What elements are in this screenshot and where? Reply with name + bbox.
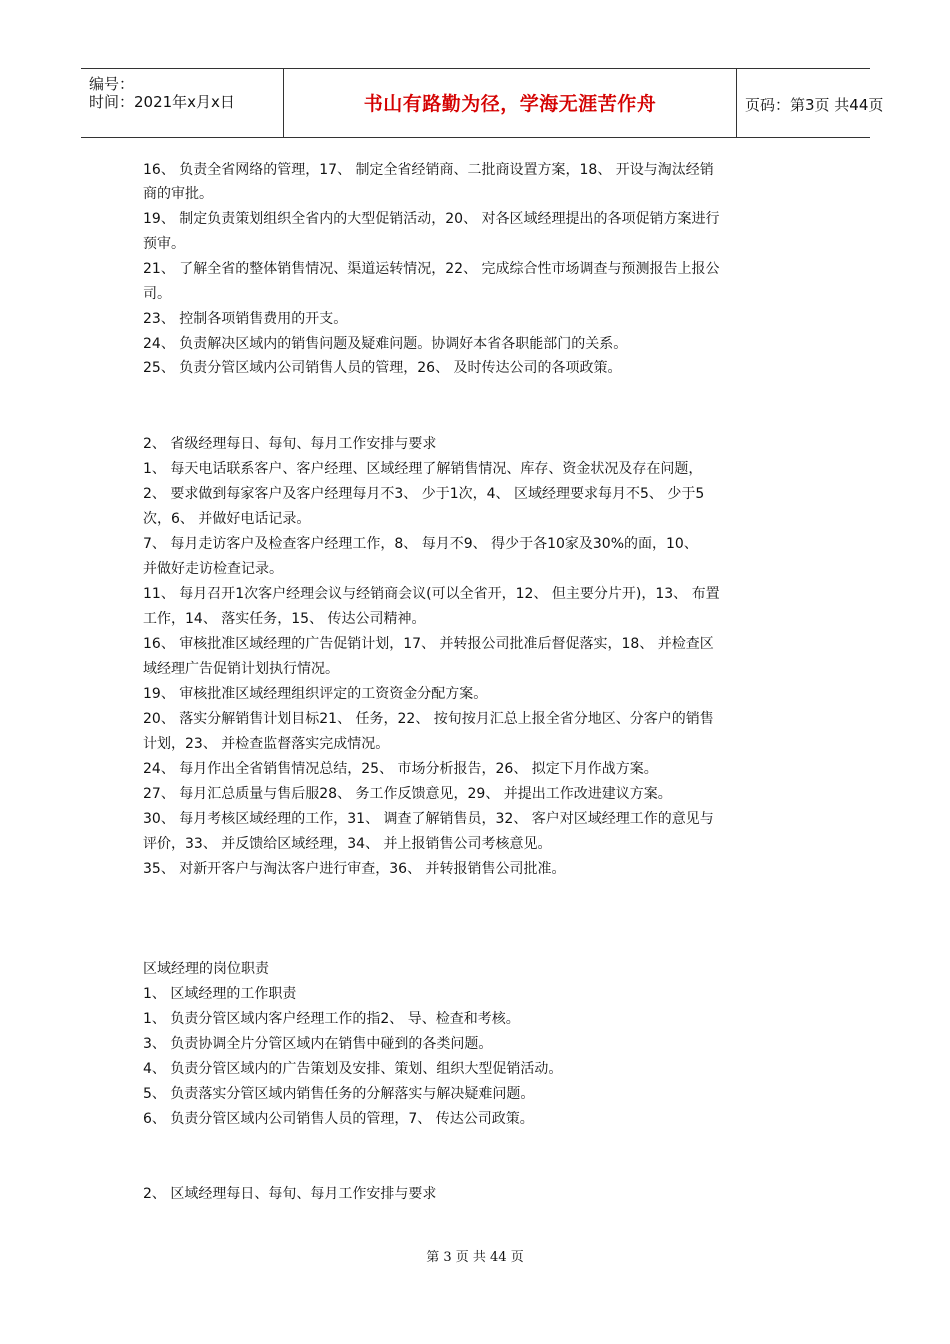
text-line: 19、 审核批准区域经理组织评定的工资资金分配方案。 <box>143 686 488 702</box>
text-line: 30、 每月考核区域经理的工作，31、 调查了解销售员，32、 客户对区域经理工作的意见与 <box>143 811 714 827</box>
text-line: 16、 审核批准区域经理的广告促销计划，17、 并转报公司批准后督促落实，18、 并检查区 <box>143 636 714 652</box>
text-line: 16、 负责全省网络的管理，17、 制定全省经销商、二批商设置方案，18、 开设与淘汰经销 <box>143 162 714 178</box>
section-heading: 区域经理的岗位职责 <box>143 961 269 977</box>
section-heading: 2、 省级经理每日、每旬、每月工作安排与要求 <box>143 436 437 452</box>
text-line: 计划，23、 并检查监督落实完成情况。 <box>143 736 390 752</box>
text-line: 23、 控制各项销售费用的开支。 <box>143 311 348 327</box>
date-label: 时间：2021年x月x日 <box>89 93 235 111</box>
header-right-cell <box>737 69 884 137</box>
section-heading: 1、 区域经理的工作职责 <box>143 986 297 1002</box>
header-mid-cell <box>284 69 737 137</box>
header-table <box>81 68 884 138</box>
text-line: 预审。 <box>143 236 185 252</box>
motto: 书山有路勤为径，学海无涯苦作舟 <box>363 93 657 115</box>
text-line: 24、 负责解决区域内的销售问题及疑难问题。协调好本省各职能部门的关系。 <box>143 336 628 352</box>
number-label: 编号： <box>89 75 135 93</box>
text-line: 7、 每月走访客户及检查客户经理工作，8、 每月不9、 得少于各10家及30%的面，10、 <box>143 536 698 552</box>
text-line: 并做好走访检查记录。 <box>143 561 283 577</box>
text-line: 3、 负责协调全片分管区域内在销售中碰到的各类问题。 <box>143 1036 493 1052</box>
section-heading: 2、 区域经理每日、每旬、每月工作安排与要求 <box>143 1186 437 1202</box>
page-footer: 第 3 页 共 44 页 <box>426 1250 524 1265</box>
text-line: 35、 对新开客户与淘汰客户进行审查，36、 并转报销售公司批准。 <box>143 861 566 877</box>
text-line: 5、 负责落实分管区域内销售任务的分解落实与解决疑难问题。 <box>143 1086 535 1102</box>
text-line: 25、 负责分管区域内公司销售人员的管理，26、 及时传达公司的各项政策。 <box>143 360 622 376</box>
text-line: 19、 制定负责策划组织全省内的大型促销活动，20、 对各区域经理提出的各项促销方案进行 <box>143 211 720 227</box>
text-line: 次，6、 并做好电话记录。 <box>143 511 311 527</box>
text-line: 评价，33、 并反馈给区域经理，34、 并上报销售公司考核意见。 <box>143 836 552 852</box>
text-line: 2、 要求做到每家客户及客户经理每月不3、 少于1次，4、 区域经理要求每月不5、 少于5 <box>143 486 705 502</box>
header-left-cell <box>81 69 284 137</box>
text-line: 24、 每月作出全省销售情况总结，25、 市场分析报告，26、 拟定下月作战方案。 <box>143 761 658 777</box>
text-line: 1、 负责分管区域内客户经理工作的指2、 导、检查和考核。 <box>143 1011 520 1027</box>
text-line: 司。 <box>143 286 171 302</box>
text-line: 商的审批。 <box>143 186 213 202</box>
text-line: 20、 落实分解销售计划目标21、 任务，22、 按旬按月汇总上报全省分地区、分客户的销售 <box>143 711 714 727</box>
page-code: 页码：第3页 共44页 <box>745 96 884 114</box>
text-line: 6、 负责分管区域内公司销售人员的管理，7、 传达公司政策。 <box>143 1111 534 1127</box>
text-line: 工作，14、 落实任务，15、 传达公司精神。 <box>143 611 426 627</box>
text-line: 21、 了解全省的整体销售情况、渠道运转情况，22、 完成综合性市场调查与预测报告上报公 <box>143 261 720 277</box>
text-line: 1、 每天电话联系客户、客户经理、区域经理了解销售情况、库存、资金状况及存在问题， <box>143 461 703 477</box>
text-line: 域经理广告促销计划执行情况。 <box>143 661 339 677</box>
text-line: 27、 每月汇总质量与售后服28、 务工作反馈意见，29、 并提出工作改进建议方案。 <box>143 786 672 802</box>
text-line: 11、 每月召开1次客户经理会议与经销商会议(可以全省开，12、 但主要分片开)，13、 布置 <box>143 586 720 602</box>
text-line: 4、 负责分管区域内的广告策划及安排、策划、组织大型促销活动。 <box>143 1061 563 1077</box>
